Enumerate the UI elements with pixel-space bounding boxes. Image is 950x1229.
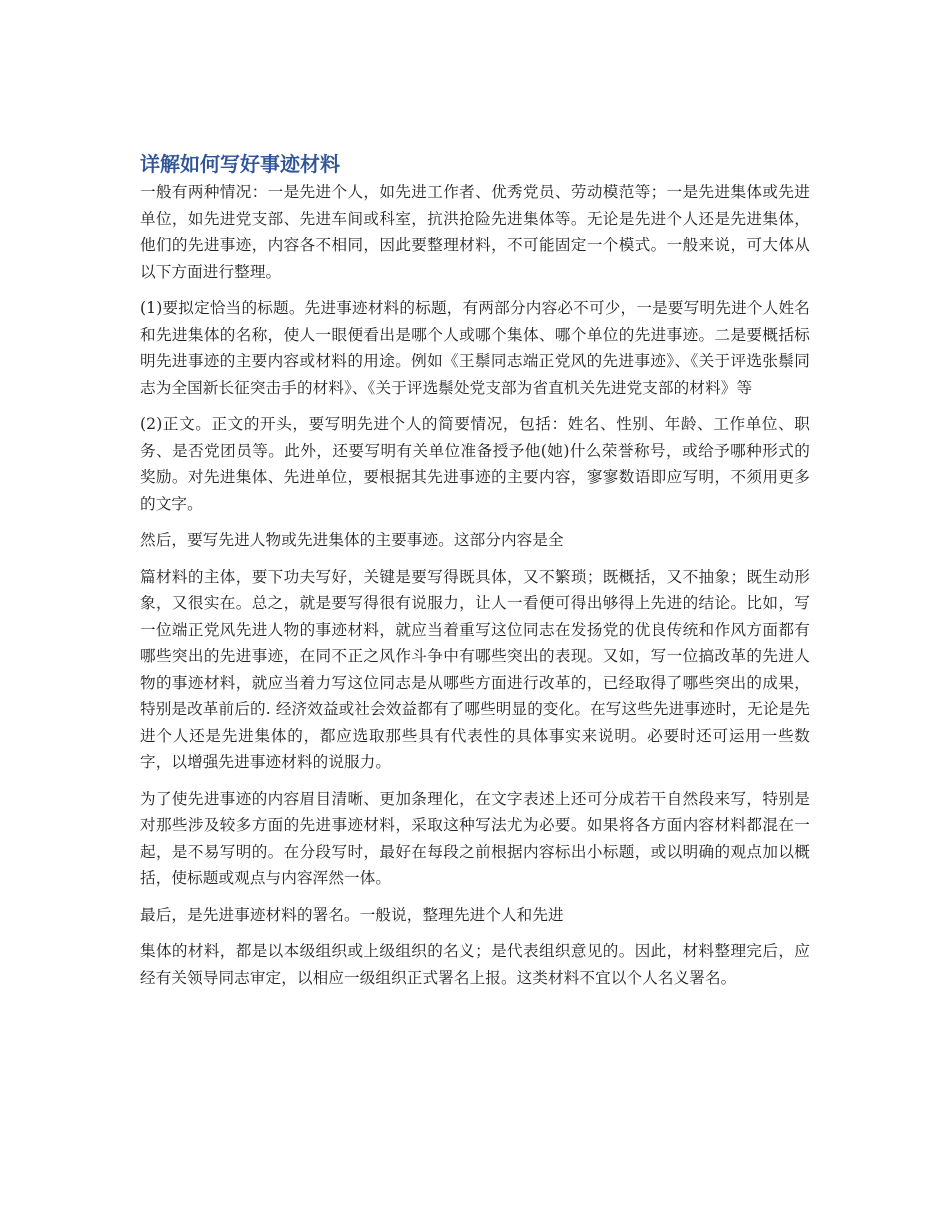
document-title: 详解如何写好事迹材料 bbox=[140, 152, 340, 176]
paragraph-title-section: (1)要拟定恰当的标题。先进事迹材料的标题，有两部分内容必不可少，一是要写明先进个人姓名和先进集体的名称，使人一眼便看出是哪个人或哪个集体、哪个单位的先进事迹。二是要概括标明先进事迹的主要内容或材料的用途。例如《王鬃同志端正党风的先进事迹》、《关于评选张鬃同志为全国新长征突击手的材料》、《关于评选鬃处党支部为省直机关先进党支部的材料》等 bbox=[140, 299, 810, 397]
paragraph-structure: 为了使先进事迹的内容眉目清晰、更加条理化，在文字表述上还可分成若干自然段来写，特别是对那些涉及较多方面的先进事迹材料，采取这种写法尤为必要。如果将各方面内容材料都混在一起，是不易写明的。在分段写时，最好在每段之前根据内容标出小标题，或以明确的观点加以概括，使标题或观点与内容浑然一体。 bbox=[140, 789, 810, 887]
paragraph-signature: 集体的材料，都是以本级组织或上级组织的名义；是代表组织意见的。因此，材料整理完后，应经有关领导同志审定，以相应一级组织正式署名上报。这类材料不宜以个人名义署名。 bbox=[140, 942, 810, 987]
paragraph-main-text: (2)正文。正文的开头，要写明先进个人的简要情况，包括：姓名、性别、年龄、工作单位、职务、是否党团员等。此外，还要写明有关单位准备授予他(她)什么荣誉称号，或给予哪种形式的奖励。对先进集体、先进单位，要根据其先进事迹的主要内容，寥寥数语即应写明，不须用更多的文字。 bbox=[140, 415, 810, 513]
paragraph-intro: 一般有两种情况：一是先进个人，如先进工作者、优秀党员、劳动模范等；一是先进集体或先进单位，如先进党支部、先进车间或科室，抗洪抢险先进集体等。无论是先进个人还是先进集体，他们的先进事迹，内容各不相同，因此要整理材料，不可能固定一个模式。一般来说，可大体从以下方面进行整理。 bbox=[140, 183, 810, 281]
document-body bbox=[140, 149, 810, 1001]
paragraph-main-deeds-lead: 然后，要写先进人物或先进集体的主要事迹。这部分内容是全 bbox=[140, 531, 564, 549]
paragraph-signature-lead: 最后，是先进事迹材料的署名。一般说，整理先进个人和先进 bbox=[140, 905, 564, 924]
paragraph-main-deeds: 篇材料的主体，要下功夫写好，关键是要写得既具体，又不繁琐；既概括，又不抽象；既生动形象，又很实在。总之，就是要写得很有说服力，让人一看便可得出够得上先进的结论。比如，写一位端正党风先进人物的事迹材料，就应当着重写这位同志在发扬党的优良传统和作风方面都有哪些突出的先进事迹，在同不正之风作斗争中有哪些突出的表现。又如，写一位搞改革的先进人物的事迹材料，就应当着力写这位同志是从哪些方面进行改革的，已经取得了哪些突出的成果，特别是改革前后的. 经济效益或社会效益都有了哪些明显的变化。在写这些先进事迹时，无论是先进个人还是先进集体的，都应选取那些具有代表性的具体事实来说明。必要时还可运用一些数字，以增强先进事迹材料的说服力。 bbox=[140, 567, 810, 771]
